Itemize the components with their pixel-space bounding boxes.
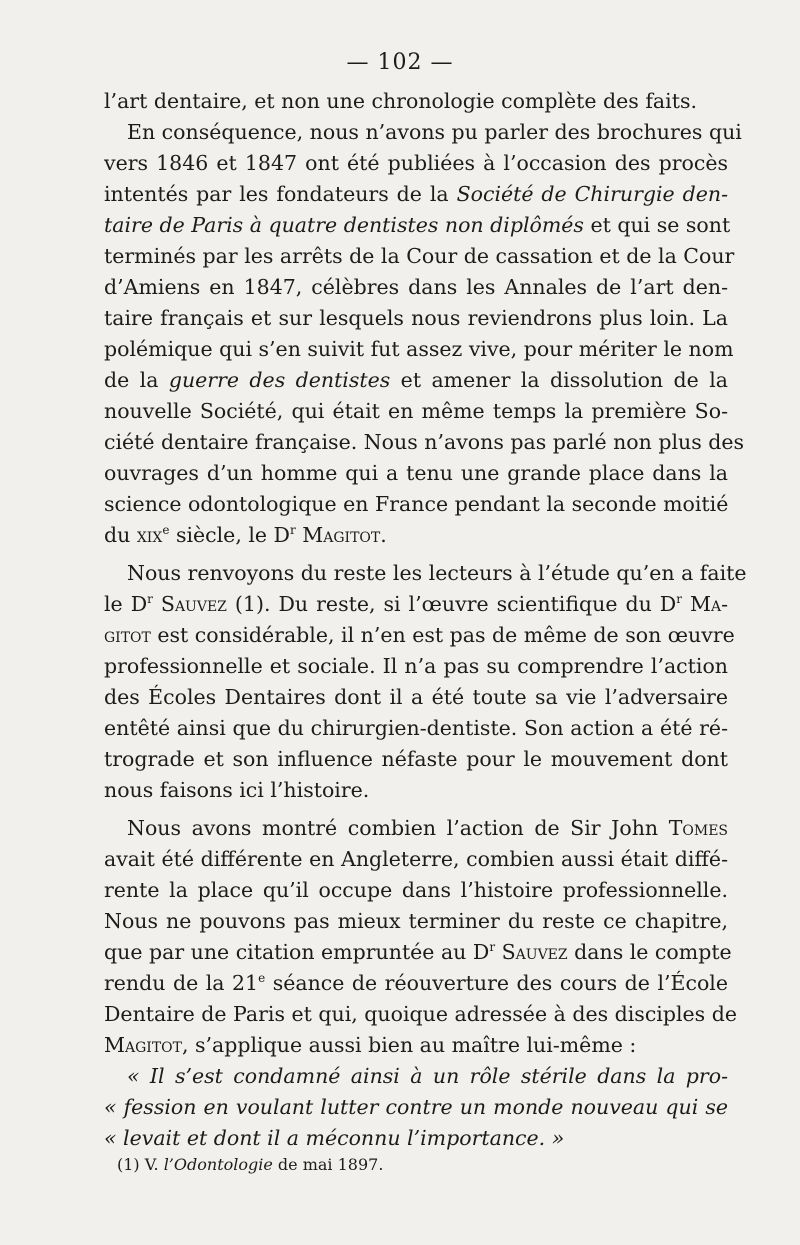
page-number: — 102 — bbox=[346, 50, 454, 75]
text-line: Nous renvoyons du reste les lecteurs à l’étude qu’en a faite bbox=[127, 561, 747, 585]
text-line: vers 1846 et 1847 ont été publiées à l’occasion des procès bbox=[104, 151, 728, 175]
text-line: Magitot, s’applique aussi bien au maître lui-même : bbox=[104, 1033, 637, 1057]
footnote: (1) V. l’Odontologie de mai 1897. bbox=[117, 1155, 384, 1174]
text-line: Nous ne pouvons pas mieux terminer du reste ce chapitre, bbox=[104, 909, 728, 933]
text-line: l’art dentaire, et non une chronologie complète des faits. bbox=[104, 89, 697, 113]
text-line: terminés par les arrêts de la Cour de cassation et de la Cour bbox=[104, 244, 735, 268]
journal-title: l’Odontologie bbox=[163, 1155, 273, 1174]
text-line: En conséquence, nous n’avons pu parler des brochures qui bbox=[127, 120, 742, 144]
text-line: rente la place qu’il occupe dans l’histoire professionnelle. bbox=[104, 878, 728, 902]
text-line: taire français et sur lesquels nous reviendrons plus loin. La bbox=[104, 306, 728, 330]
text-line: professionnelle et sociale. Il n’a pas su comprendre l’action bbox=[104, 654, 728, 678]
text-line: nous faisons ici l’histoire. bbox=[104, 778, 370, 802]
text-line: polémique qui s’en suivit fut assez vive, pour mériter le nom bbox=[104, 337, 734, 361]
text-line: le $D^r$ Sauvez (1). Du reste, si l’œuvre scientifique du $D^r$ Ma- bbox=[104, 592, 729, 616]
text-line: rendu de la 21e séance de réouverture des cours de l’École bbox=[104, 971, 728, 995]
text-line: trograde et son influence néfaste pour le mouvement dont bbox=[104, 747, 728, 771]
text-line: gitot est considérable, il n’en est pas de même de son œuvre bbox=[104, 623, 735, 647]
italic-society-name: taire de Paris à quatre dentistes non diplômés bbox=[104, 213, 584, 237]
text-line: Dentaire de Paris et qui, quoique adressée à des disciples de bbox=[104, 1002, 737, 1026]
text-line: Nous avons montré combien l’action de Sir John Tomes bbox=[127, 816, 728, 840]
text-line: taire de Paris à quatre dentistes non diplômés et qui se sont bbox=[104, 213, 731, 237]
text-line: entêté ainsi que du chirurgien-dentiste. Son action a été ré- bbox=[104, 716, 728, 740]
quote-line: « fession en voulant lutter contre un monde nouveau qui se bbox=[104, 1095, 728, 1119]
text-line: ciété dentaire française. Nous n’avons pas parlé non plus des bbox=[104, 430, 745, 454]
text-line: d’Amiens en 1847, célèbres dans les Annales de l’art den- bbox=[104, 275, 728, 299]
text-line: avait été différente en Angleterre, combien aussi était diffé- bbox=[104, 847, 728, 871]
text-line: nouvelle Société, qui était en même temps la première So- bbox=[104, 399, 728, 423]
text-line: science odontologique en France pendant la seconde moitié bbox=[104, 492, 729, 516]
text-line: que par une citation empruntée au $D^r$ Sauvez dans le compte bbox=[104, 940, 732, 964]
text-line: ouvrages d’un homme qui a tenu une grande place dans la bbox=[104, 461, 728, 485]
text-line: du xix$^e$ siècle, le $D^r$ Magitot. bbox=[104, 523, 387, 547]
italic-phrase: guerre des dentistes bbox=[168, 368, 391, 392]
text-line: de la guerre des dentistes et amener la dissolution de la bbox=[104, 368, 728, 392]
quote-line: « Il s’est condamné ainsi à un rôle stérile dans la pro- bbox=[127, 1064, 728, 1088]
text-line: intentés par les fondateurs de la Société de Chirurgie den- bbox=[104, 182, 728, 206]
quote-line: « levait et dont il a méconnu l’importance. » bbox=[104, 1126, 565, 1150]
text-line: des Écoles Dentaires dont il a été toute sa vie l’adversaire bbox=[104, 685, 728, 709]
italic-society-name: Société de Chirurgie den- bbox=[456, 182, 728, 206]
